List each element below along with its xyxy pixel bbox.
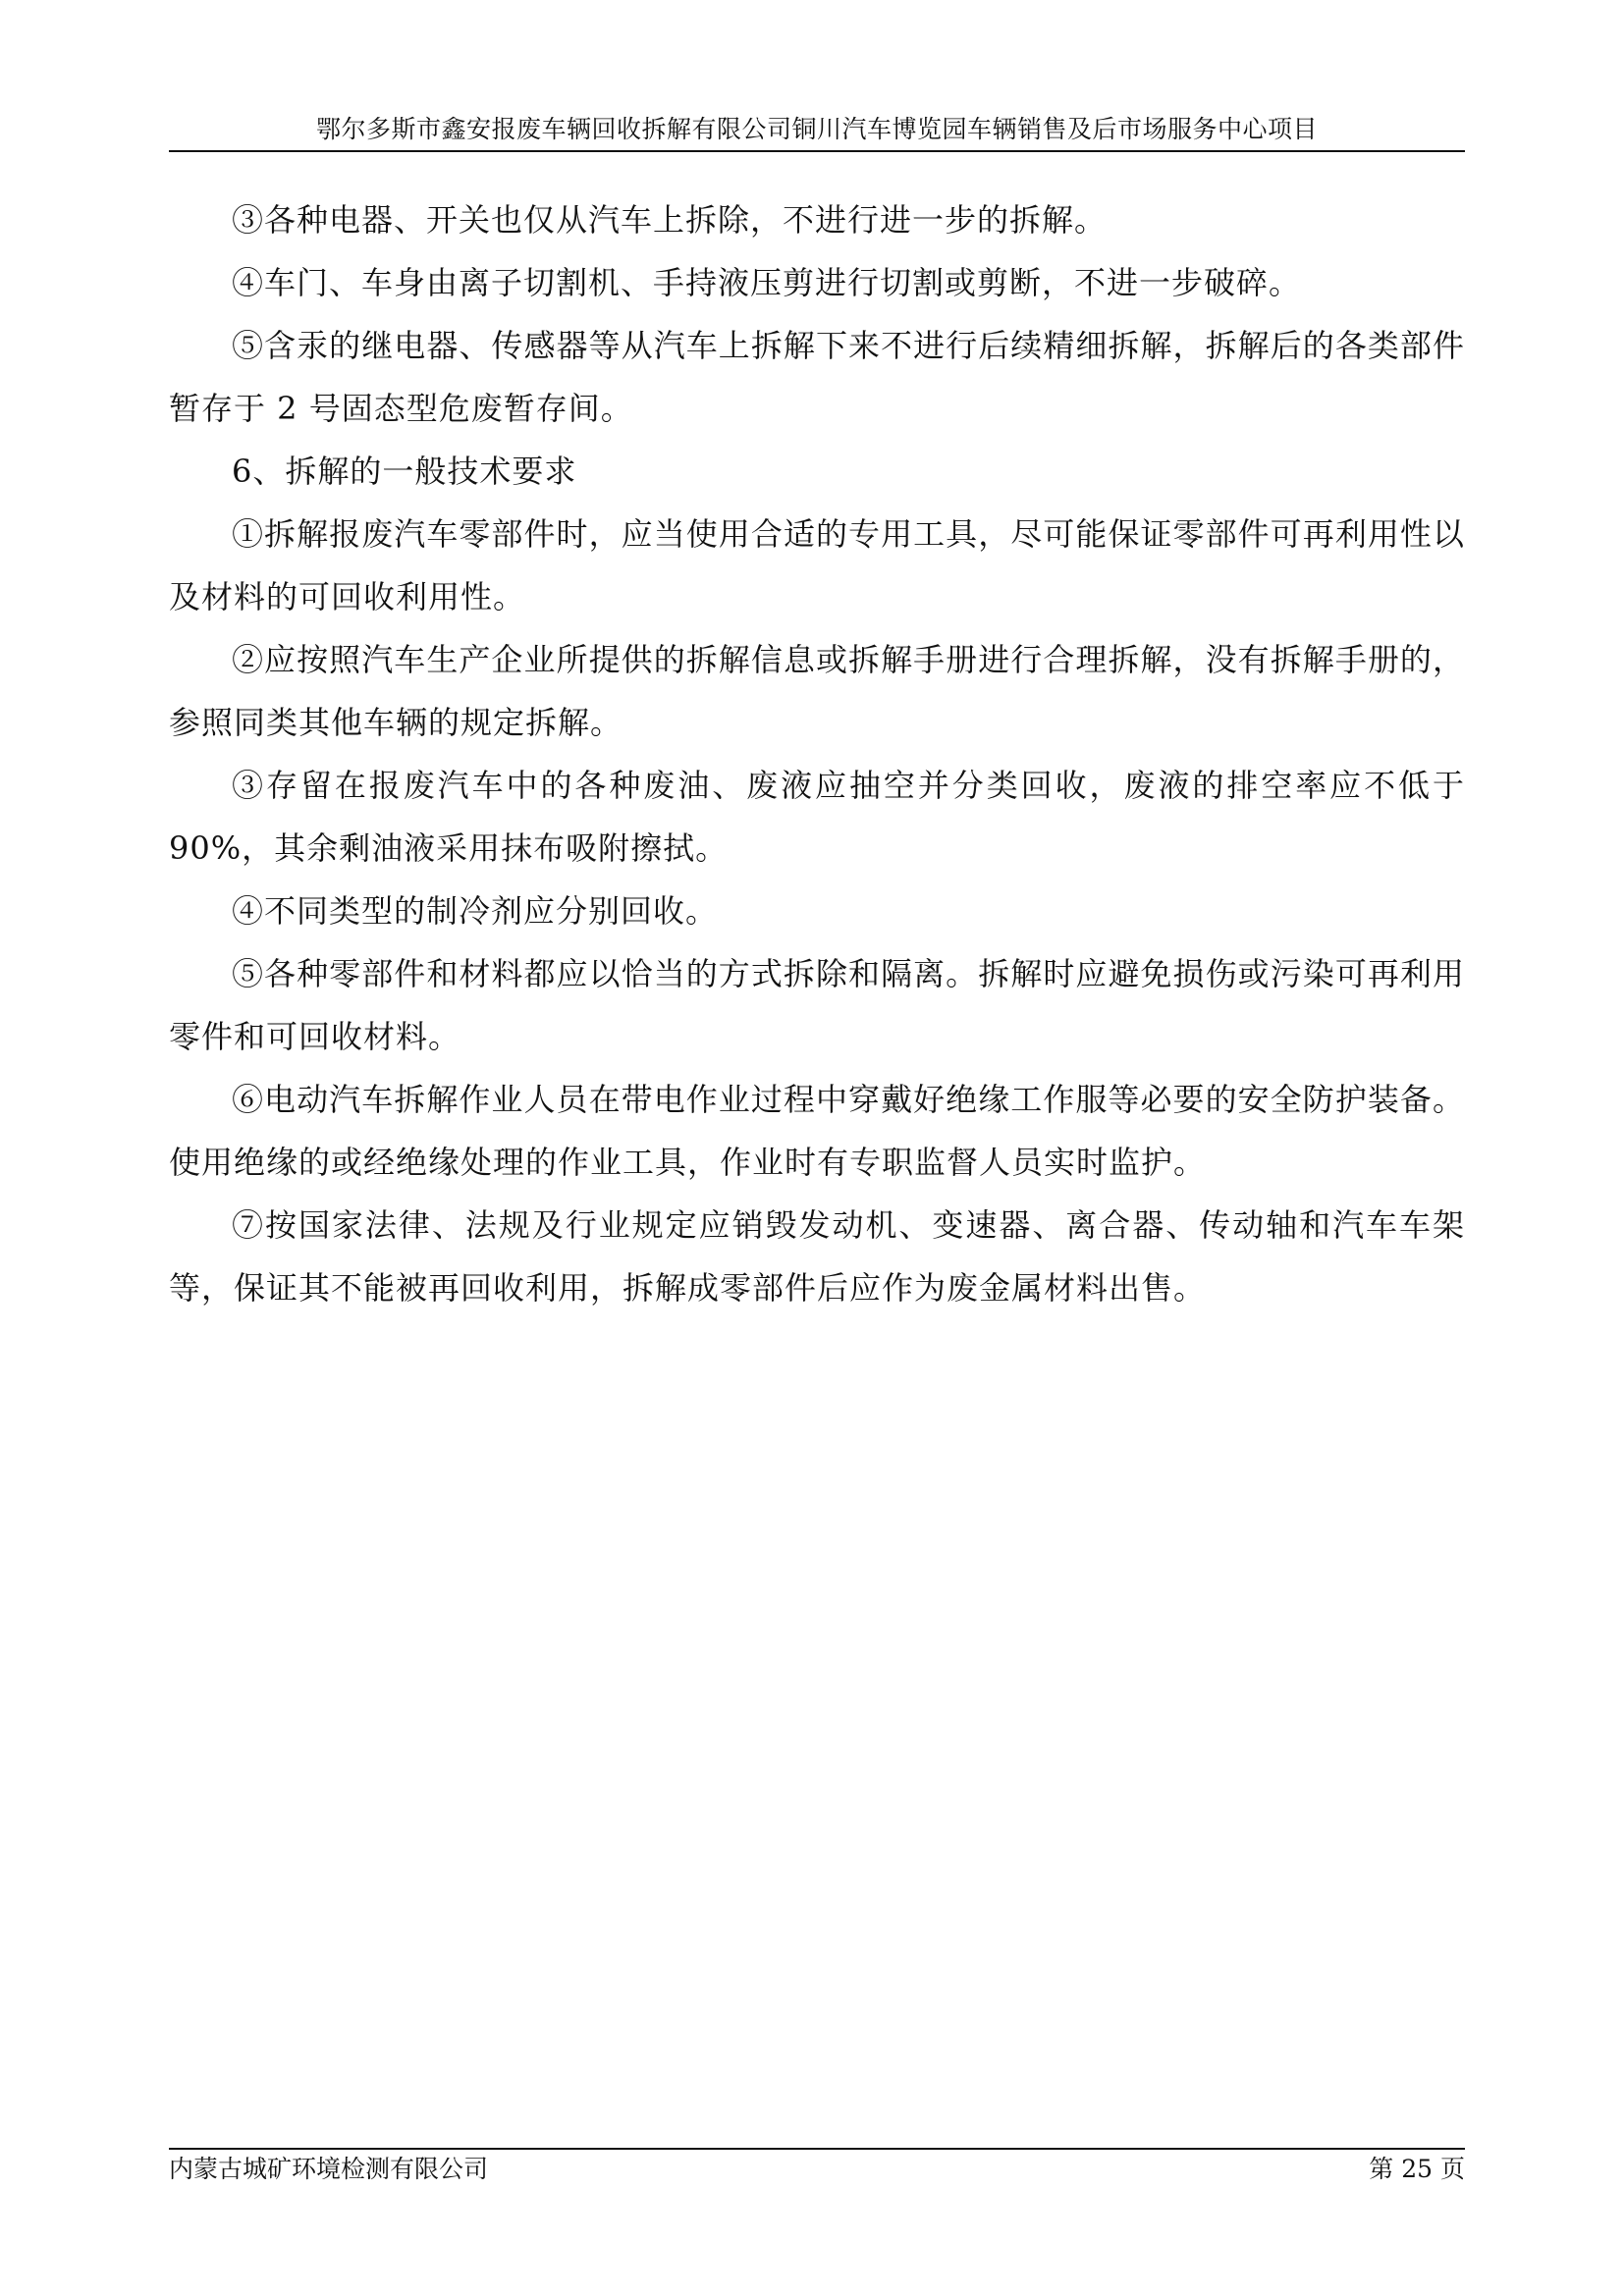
paragraph-7: ③存留在报废汽车中的各种废油、废液应抽空并分类回收，废液的排空率应不低于90%，其余剩油液采用抹布吸附擦拭。 bbox=[169, 767, 1465, 867]
page-number: 第 25 页 bbox=[1369, 2155, 1465, 2183]
paragraph-3: ⑤含汞的继电器、传感器等从汽车上拆解下来不进行后续精细拆解，拆解后的各类部件暂存于 2 号固态型危废暂存间。 bbox=[169, 327, 1465, 427]
paragraph-9: ⑤各种零部件和材料都应以恰当的方式拆除和隔离。拆解时应避免损伤或污染可再利用零件和可回收材料。 bbox=[169, 955, 1465, 1055]
document-body bbox=[169, 188, 1465, 1319]
footer-company: 内蒙古城矿环境检测有限公司 bbox=[169, 2155, 489, 2183]
paragraph-2: ④车门、车身由离子切割机、手持液压剪进行切割或剪断，不进一步破碎。 bbox=[232, 264, 1302, 301]
paragraph-8: ④不同类型的制冷剂应分别回收。 bbox=[232, 892, 719, 930]
paragraph-11: ⑦按国家法律、法规及行业规定应销毁发动机、变速器、离合器、传动轴和汽车车架等，保证其不能被再回收利用，拆解成零部件后应作为废金属材料出售。 bbox=[169, 1206, 1465, 1307]
header-divider bbox=[169, 150, 1465, 152]
section-heading: 6、拆解的一般技术要求 bbox=[232, 453, 577, 490]
paragraph-6: ②应按照汽车生产企业所提供的拆解信息或拆解手册进行合理拆解，没有拆解手册的，参照同类其他车辆的规定拆解。 bbox=[169, 641, 1465, 741]
page-header-title: 鄂尔多斯市鑫安报废车辆回收拆解有限公司铜川汽车博览园车辆销售及后市场服务中心项目 bbox=[315, 115, 1318, 143]
paragraph-10: ⑥电动汽车拆解作业人员在带电作业过程中穿戴好绝缘工作服等必要的安全防护装备。使用绝缘的或经绝缘处理的作业工具，作业时有专职监督人员实时监护。 bbox=[169, 1081, 1465, 1181]
paragraph-1: ③各种电器、开关也仅从汽车上拆除，不进行进一步的拆解。 bbox=[232, 201, 1108, 239]
paragraph-5: ①拆解报废汽车零部件时，应当使用合适的专用工具，尽可能保证零部件可再利用性以及材料的可回收利用性。 bbox=[169, 515, 1465, 615]
